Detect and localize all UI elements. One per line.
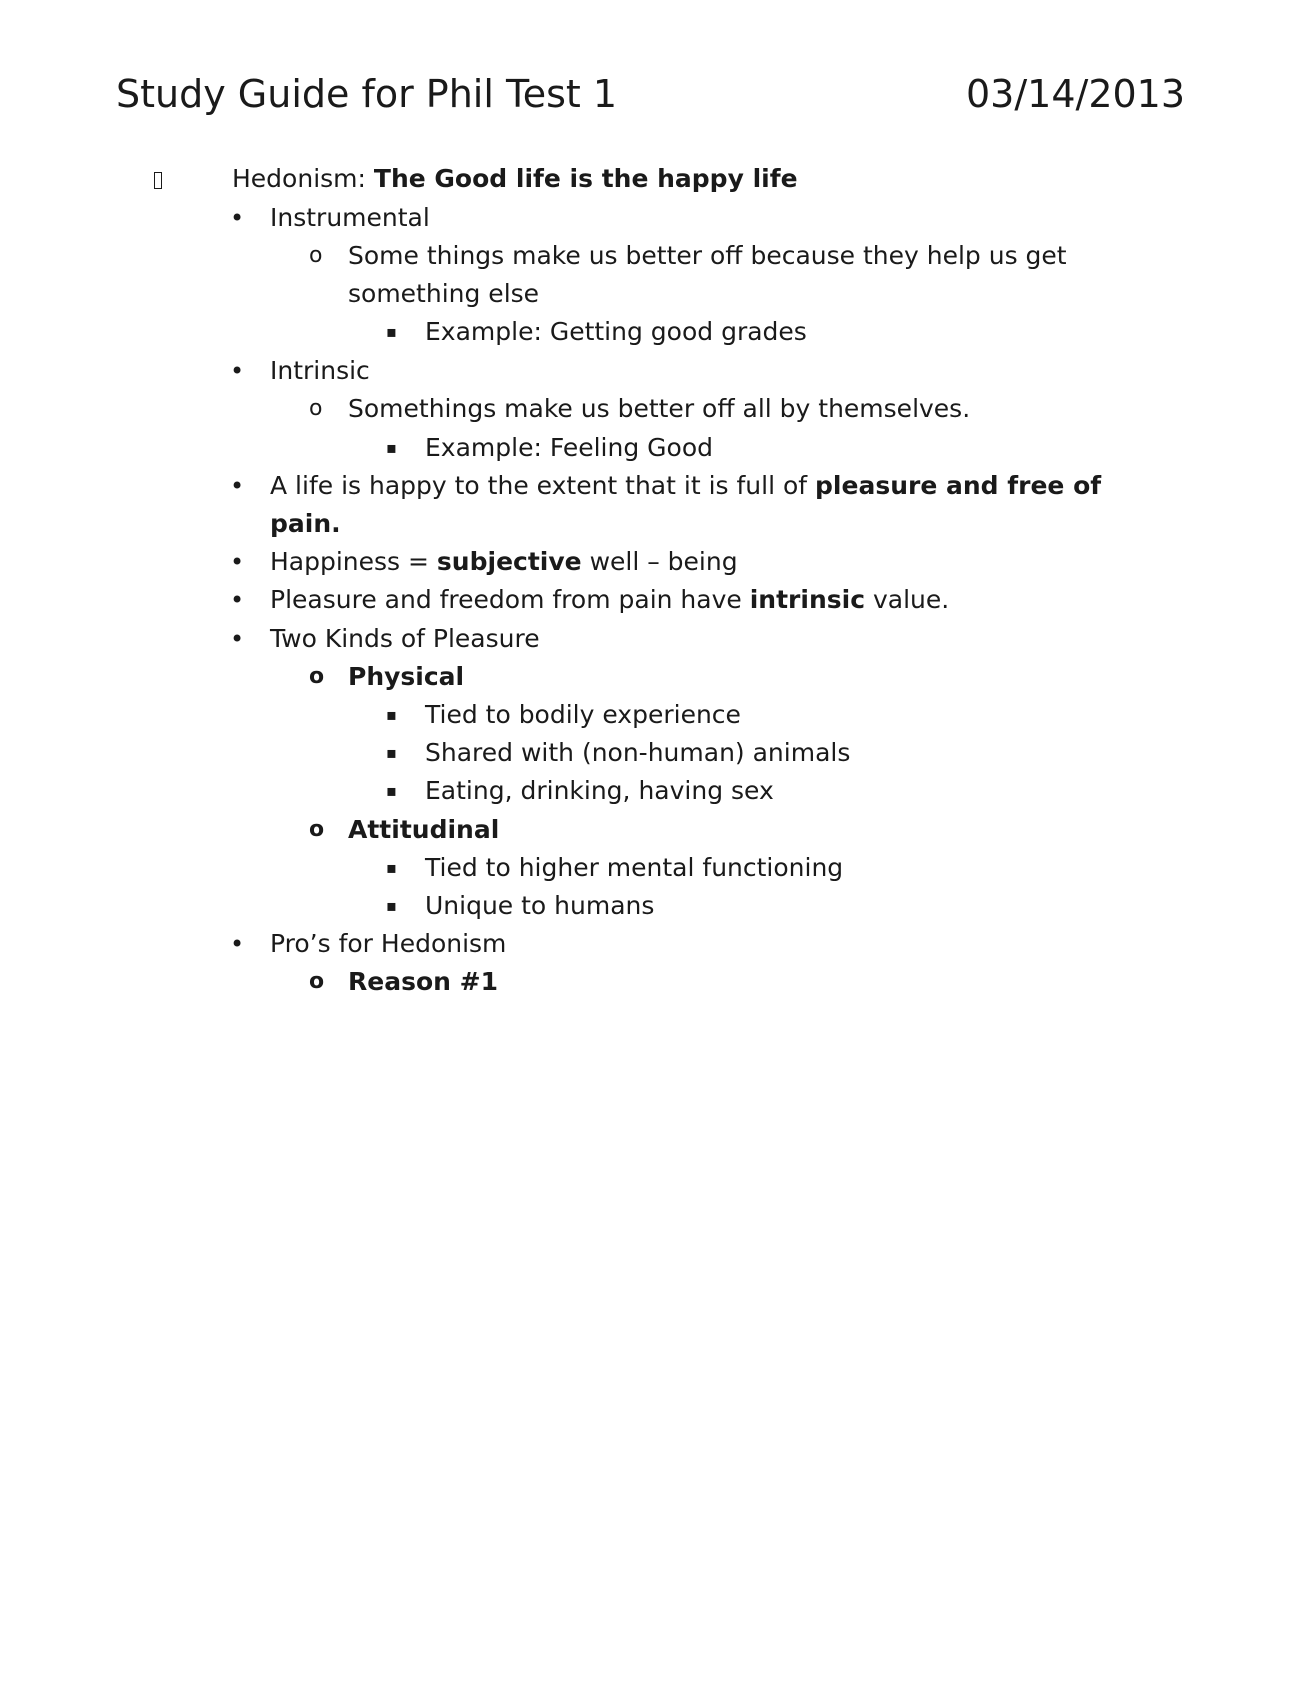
list-item-attitudinal-1: Tied to higher mental functioning bbox=[425, 853, 844, 882]
unsupported-glyph-box bbox=[154, 172, 162, 189]
bullet-icon: • bbox=[230, 357, 245, 385]
happy-life-emphasis: pleasure and free of bbox=[815, 471, 1102, 500]
bullet-icon: • bbox=[230, 204, 245, 232]
list-item-physical-2: Shared with (non-human) animals bbox=[425, 738, 851, 767]
list-item-attitudinal-2: Unique to humans bbox=[425, 891, 655, 920]
bullet-icon: • bbox=[230, 625, 245, 653]
list-item-happy-life bbox=[270, 467, 1101, 505]
page-title: Study Guide for Phil Test 1 bbox=[116, 72, 618, 116]
list-item-intrinsic-desc: Somethings make us better off all by themselves. bbox=[348, 394, 971, 423]
circle-bullet-icon: o bbox=[309, 396, 323, 421]
list-item-physical-3: Eating, drinking, having sex bbox=[425, 776, 774, 805]
square-bullet-icon: ▪ bbox=[386, 781, 397, 800]
list-item-instrumental-desc: Some things make us better off because they help us get bbox=[348, 241, 1067, 270]
circle-bullet-icon: o bbox=[309, 969, 325, 994]
circle-bullet-icon: o bbox=[309, 817, 325, 842]
bullet-icon: • bbox=[230, 472, 245, 500]
list-item-attitudinal: Attitudinal bbox=[348, 815, 500, 844]
square-bullet-icon: ▪ bbox=[386, 705, 397, 724]
happiness-text-end: well – being bbox=[581, 547, 738, 576]
list-item-pros: Pro’s for Hedonism bbox=[270, 929, 507, 958]
value-text-end: value. bbox=[865, 585, 950, 614]
list-item-happy-life-cont: pain. bbox=[270, 509, 341, 538]
bullet-icon: • bbox=[230, 586, 245, 614]
square-bullet-icon: ▪ bbox=[386, 322, 397, 341]
square-bullet-icon: ▪ bbox=[386, 743, 397, 762]
bullet-icon: • bbox=[230, 548, 245, 576]
topic-definition: The Good life is the happy life bbox=[373, 164, 798, 193]
happiness-text: Happiness = bbox=[270, 547, 437, 576]
square-bullet-icon: ▪ bbox=[386, 896, 397, 915]
value-text: Pleasure and freedom from pain have bbox=[270, 585, 750, 614]
topic-label: Hedonism: bbox=[232, 164, 374, 193]
page-date: 03/14/2013 bbox=[966, 72, 1186, 116]
value-emphasis: intrinsic bbox=[749, 585, 866, 614]
list-item-physical: Physical bbox=[348, 662, 465, 691]
list-item-instrumental-example: Example: Getting good grades bbox=[425, 317, 807, 346]
circle-bullet-icon: o bbox=[309, 243, 323, 268]
list-item-reason-1: Reason #1 bbox=[348, 967, 498, 996]
list-item-intrinsic: Intrinsic bbox=[270, 356, 370, 385]
happy-life-text: A life is happy to the extent that it is full of bbox=[270, 471, 816, 500]
list-item-instrumental-desc-cont: something else bbox=[348, 279, 540, 308]
list-item-intrinsic-example: Example: Feeling Good bbox=[425, 433, 713, 462]
circle-bullet-icon: o bbox=[309, 664, 325, 689]
list-item-physical-1: Tied to bodily experience bbox=[425, 700, 741, 729]
square-bullet-icon: ▪ bbox=[386, 438, 397, 457]
bullet-icon: • bbox=[230, 930, 245, 958]
happiness-emphasis: subjective bbox=[436, 547, 582, 576]
topic-line bbox=[232, 160, 798, 198]
list-item-intrinsic-value bbox=[270, 581, 949, 619]
square-bullet-icon: ▪ bbox=[386, 858, 397, 877]
list-item-instrumental: Instrumental bbox=[270, 203, 430, 232]
list-item-happiness bbox=[270, 543, 738, 581]
list-item-two-kinds: Two Kinds of Pleasure bbox=[270, 624, 540, 653]
